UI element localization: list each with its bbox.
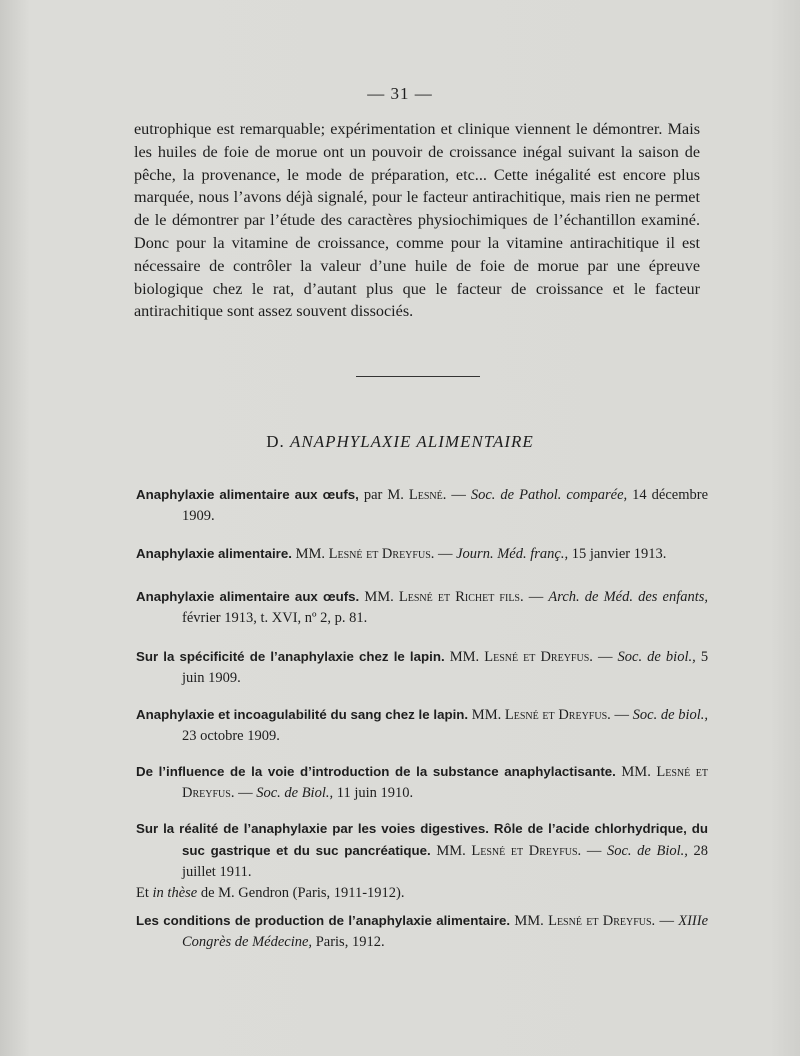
- reference-date: 5 juin 1909.: [182, 649, 709, 686]
- reference-authors-prefix: MM.: [514, 913, 544, 929]
- section-title: ANAPHYLAXIE ALIMENTAIRE: [289, 432, 534, 451]
- reference-item: [136, 586, 708, 629]
- reference-source: Journ. Méd. franç.,: [456, 546, 569, 562]
- paragraph-text: eutrophique est remarquable; expérimentation et clinique viennent le démontrer. Mais les huiles de foie de morue ont un pouvoir de croissance inégal suivant la saison de pêche, la provenance, le mode de préparation, etc... Cette inégalité est encore plus marquée, nous l’avons déjà signalé, pour le facteur antirachitique, mais rien ne permet de le démontrer par l’étude des caractères physiochimiques de l’échantillon examiné. Donc pour la vitamine de croissance, comme pour la vitamine antirachitique il est nécessaire de contrôler la valeur d’une huile de foie de morue par une épreuve biologique chez le rat, d’autant plus que le facteur de croissance et le facteur antirachitique sont assez souvent dissociés.: [134, 120, 700, 321]
- reference-source: Soc. de Biol.,: [256, 785, 334, 801]
- reference-separator: —: [528, 589, 544, 605]
- reference-separator: —: [586, 843, 602, 859]
- reference-source: XIIIe Congrès de Médecine,: [182, 913, 709, 950]
- reference-authors-prefix: MM.: [364, 589, 394, 605]
- reference-authors: Lesné et Dreyfus.: [484, 649, 593, 665]
- reference-item: [136, 646, 708, 689]
- reference-note-rest: de M. Gendron (Paris, 1911-1912).: [200, 885, 405, 901]
- page-number: — 31 —: [367, 84, 433, 103]
- reference-title: De l’influence de la voie d’introduction de la substance anaphylactisante.: [136, 764, 616, 779]
- reference-authors-prefix: MM.: [449, 649, 480, 665]
- reference-date: 14 décembre 1909.: [182, 487, 709, 524]
- reference-title: Anaphylaxie alimentaire.: [136, 546, 292, 561]
- reference-note-italic: in thèse: [152, 885, 198, 901]
- reference-authors: Lesné et Dreyfus.: [504, 707, 611, 723]
- reference-date: 23 octobre 1909.: [182, 728, 280, 744]
- reference-separator: —: [614, 707, 629, 723]
- reference-source: Soc. de Biol.,: [606, 843, 688, 859]
- reference-authors-prefix: MM.: [436, 843, 466, 859]
- reference-separator: —: [597, 649, 613, 665]
- reference-separator: —: [451, 487, 466, 503]
- reference-date: février 1913, t. XVI, nº 2, p. 81.: [182, 610, 368, 626]
- reference-authors-prefix: MM.: [471, 707, 502, 723]
- section-divider: [356, 376, 480, 377]
- reference-date: 15 janvier 1913.: [571, 546, 667, 562]
- reference-separator: —: [659, 913, 674, 929]
- reference-note-prefix: Et: [136, 885, 149, 901]
- reference-item: [136, 818, 708, 904]
- body-paragraph: [134, 118, 700, 323]
- reference-item: [136, 761, 708, 804]
- reference-item: [136, 484, 708, 527]
- reference-authors: Lesné.: [408, 487, 447, 503]
- section-letter: D.: [266, 432, 285, 451]
- reference-date: 11 juin 1910.: [336, 785, 414, 801]
- reference-source: Soc. de Pathol. comparée,: [470, 487, 628, 503]
- reference-authors: Lesné et Dreyfus.: [182, 764, 708, 801]
- reference-title: Anaphylaxie et incoagulabilité du sang chez le lapin.: [136, 707, 469, 722]
- reference-authors: Lesné et Dreyfus.: [471, 843, 582, 859]
- reference-item: [136, 910, 708, 953]
- reference-authors: Lesné et Dreyfus.: [328, 546, 435, 562]
- reference-title: Anaphylaxie alimentaire aux œufs.: [136, 589, 360, 604]
- reference-source: Soc. de biol.,: [617, 649, 696, 665]
- reference-note: [136, 883, 708, 904]
- reference-title: Sur la spécificité de l’anaphylaxie chez le lapin.: [136, 649, 445, 664]
- reference-authors: Lesné et Dreyfus.: [548, 913, 656, 929]
- reference-date: 28 juillet 1911.: [182, 843, 709, 880]
- reference-item: [136, 543, 708, 565]
- reference-authors: Lesné et Richet fils.: [398, 589, 524, 605]
- reference-title: Anaphylaxie alimentaire aux œufs,: [136, 487, 359, 502]
- reference-authors-prefix: par M.: [363, 487, 404, 503]
- reference-title: Sur la réalité de l’anaphylaxie par les voies digestives. Rôle de l’acide chlorhydrique, du suc gastrique et du suc pancréatique.: [136, 821, 708, 858]
- reference-authors-prefix: MM.: [295, 546, 325, 562]
- reference-date: Paris, 1912.: [315, 934, 385, 950]
- reference-source: Soc. de biol.,: [632, 707, 709, 723]
- section-heading: [0, 432, 800, 452]
- reference-item: [136, 704, 708, 747]
- reference-separator: —: [438, 546, 453, 562]
- reference-title: Les conditions de production de l’anaphylaxie alimentaire.: [136, 913, 511, 928]
- reference-authors-prefix: MM.: [621, 764, 651, 780]
- reference-source: Arch. de Méd. des enfants,: [548, 589, 709, 605]
- reference-separator: —: [238, 785, 253, 801]
